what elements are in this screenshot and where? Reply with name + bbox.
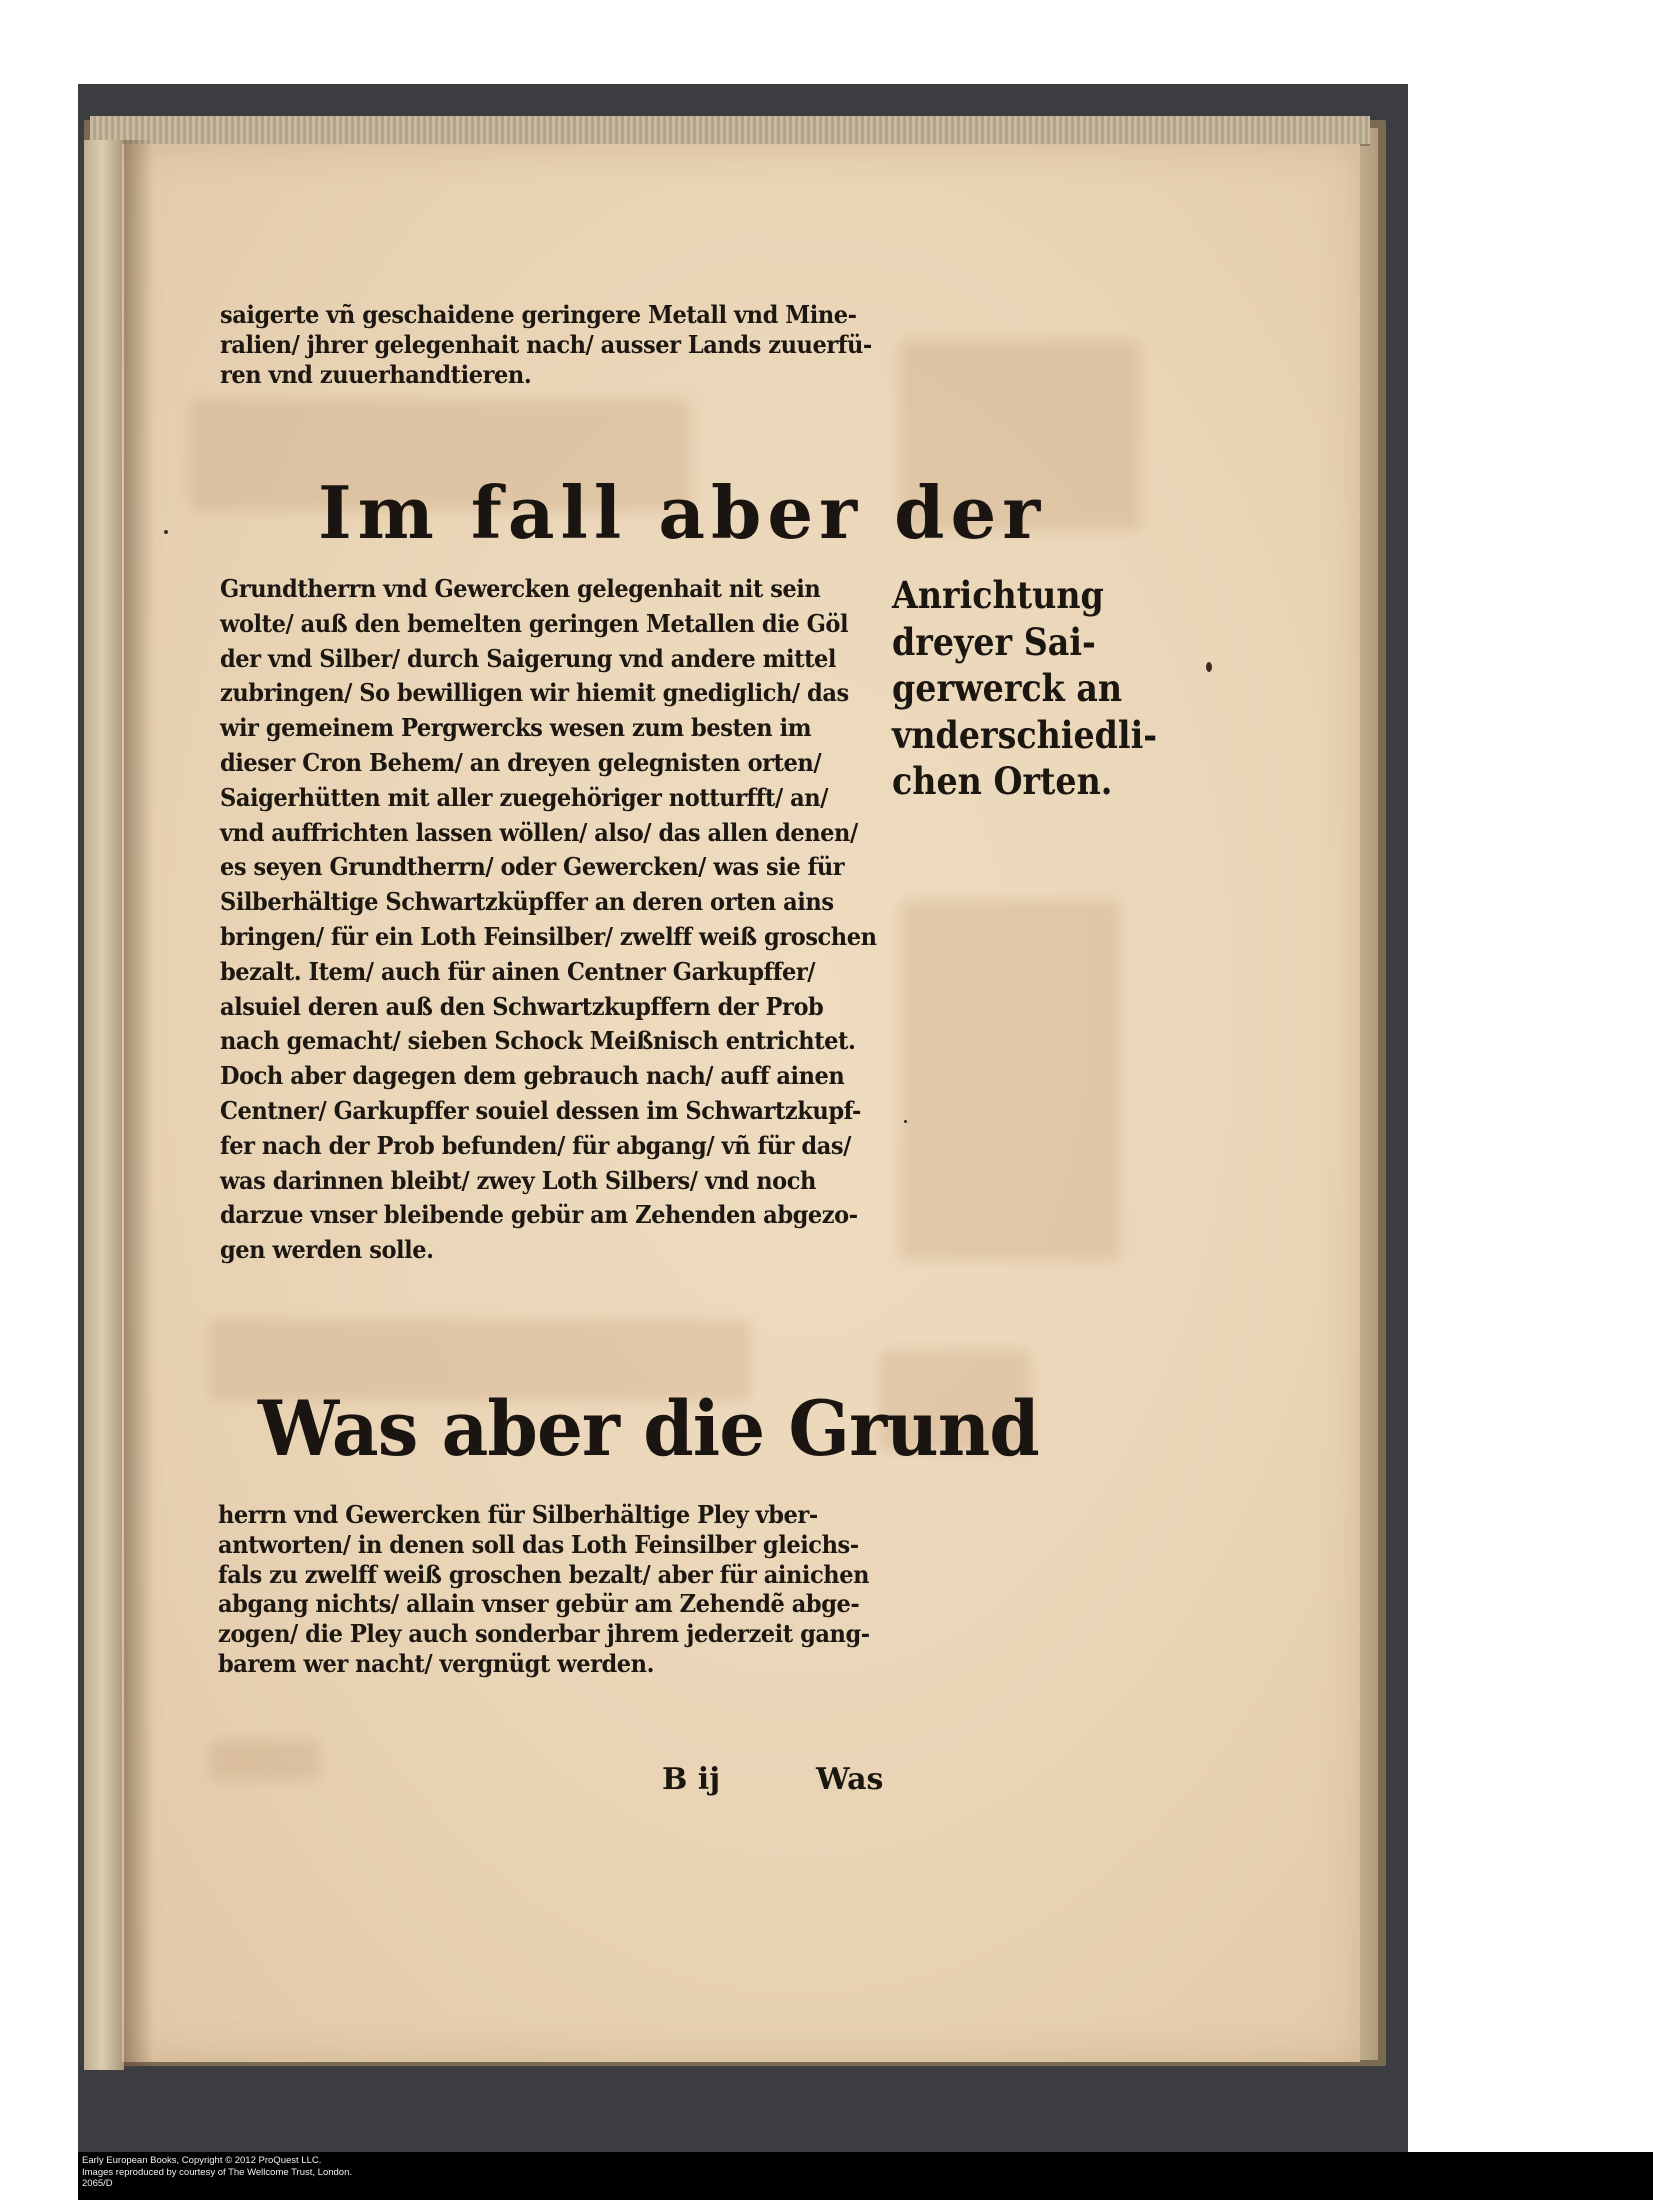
text-line: fals zu zwelff weiß groschen bezalt/ aber für ainichen: [218, 1559, 870, 1589]
text-line: Doch aber dagegen dem gebrauch nach/ auff ainen: [220, 1061, 845, 1091]
text-line: ralien/ jhrer gelegenhait nach/ ausser Lands zuuerfü-: [220, 329, 872, 359]
section-heading: Im fall aber der: [318, 470, 1047, 555]
text-line: Grundtherrn vnd Gewercken gelegenhait nit sein: [220, 574, 821, 603]
paragraph-2: [220, 572, 877, 1268]
text-line: barem wer nacht/ vergnügt werden.: [218, 1648, 654, 1678]
section-heading: Was aber die Grund: [258, 1384, 1039, 1473]
signature-mark: B ij: [662, 1762, 721, 1797]
text-line: gen werden solle.: [220, 1235, 434, 1265]
ink-speck: [164, 530, 168, 534]
ink-speck: [1206, 662, 1212, 672]
text-line: Centner/ Garkupffer souiel dessen im Schwartzkupf-: [220, 1095, 861, 1125]
marginal-line: vnderschiedli-: [892, 712, 1158, 757]
facing-page-edge: [84, 140, 124, 2070]
marginal-line: Anrichtung: [892, 573, 1104, 617]
marginal-note: [892, 572, 1157, 805]
text-line: bringen/ für ein Loth Feinsilber/ zwelff weiß groschen: [220, 921, 877, 951]
text-line: nach gemacht/ sieben Schock Meißnisch entrichtet.: [220, 1026, 856, 1056]
text-line: was darinnen bleibt/ zwey Loth Silbers/ vnd noch: [220, 1165, 816, 1195]
catchword: Was: [816, 1762, 884, 1797]
text-line: fer nach der Prob befunden/ für abgang/ vñ für das/: [220, 1130, 851, 1160]
marginal-line: chen Orten.: [892, 759, 1113, 803]
show-through-stain: [900, 900, 1120, 1260]
text-line: darzue vnser bleibende gebür am Zehenden abgezo-: [220, 1200, 858, 1230]
marginal-line: dreyer Sai-: [892, 619, 1096, 664]
text-line: vnd auffrichten lassen wöllen/ also/ das allen denen/: [220, 817, 858, 847]
text-line: alsuiel deren auß den Schwartzkupffern der Prob: [220, 991, 824, 1021]
footer-line: 2065/D: [82, 2178, 113, 2189]
text-line: herrn vnd Gewercken für Silberhältige Pley vber-: [218, 1500, 818, 1529]
text-line: Saigerhütten mit aller zuegehöriger notturfft/ an/: [220, 782, 828, 812]
text-line: zogen/ die Pley auch sonderbar jhrem jederzeit gang-: [218, 1619, 870, 1649]
footer-line: Images reproduced by courtesy of The Wellcome Trust, London.: [82, 2166, 353, 2178]
text-line: ren vnd zuuerhandtieren.: [220, 359, 532, 389]
text-line: saigerte vñ geschaidene geringere Metall vnd Mine-: [220, 300, 857, 329]
copyright-footer: [78, 2152, 1653, 2200]
text-line: dieser Cron Behem/ an dreyen gelegnisten orten/: [220, 747, 822, 777]
footer-line: Early European Books, Copyright © 2012 ProQuest LLC.: [82, 2155, 322, 2166]
text-line: Silberhältige Schwartzküpffer an deren orten ains: [220, 887, 834, 917]
paragraph-3: [218, 1500, 870, 1679]
text-line: bezalt. Item/ auch für ainen Centner Garkupffer/: [220, 956, 816, 986]
ink-speck: [904, 1120, 907, 1123]
text-line: es seyen Grundtherrn/ oder Gewercken/ was sie für: [220, 852, 845, 882]
text-line: zubringen/ So bewilligen wir hiemit gnediglich/ das: [220, 678, 849, 708]
show-through-stain: [210, 1740, 320, 1780]
book-headband: [90, 116, 1370, 146]
text-line: abgang nichts/ allain vnser gebür am Zehendẽ abge-: [218, 1589, 860, 1619]
paragraph-1: [220, 300, 872, 389]
text-line: wolte/ auß den bemelten geringen Metallen die Göl: [220, 608, 849, 638]
marginal-line: gerwerck an: [892, 666, 1123, 710]
text-line: antworten/ in denen soll das Loth Feinsilber gleichs-: [218, 1529, 859, 1559]
gutter-shadow: [124, 140, 154, 2068]
text-line: wir gemeinem Pergwercks wesen zum besten im: [220, 713, 812, 743]
text-line: der vnd Silber/ durch Saigerung vnd andere mittel: [220, 643, 837, 673]
